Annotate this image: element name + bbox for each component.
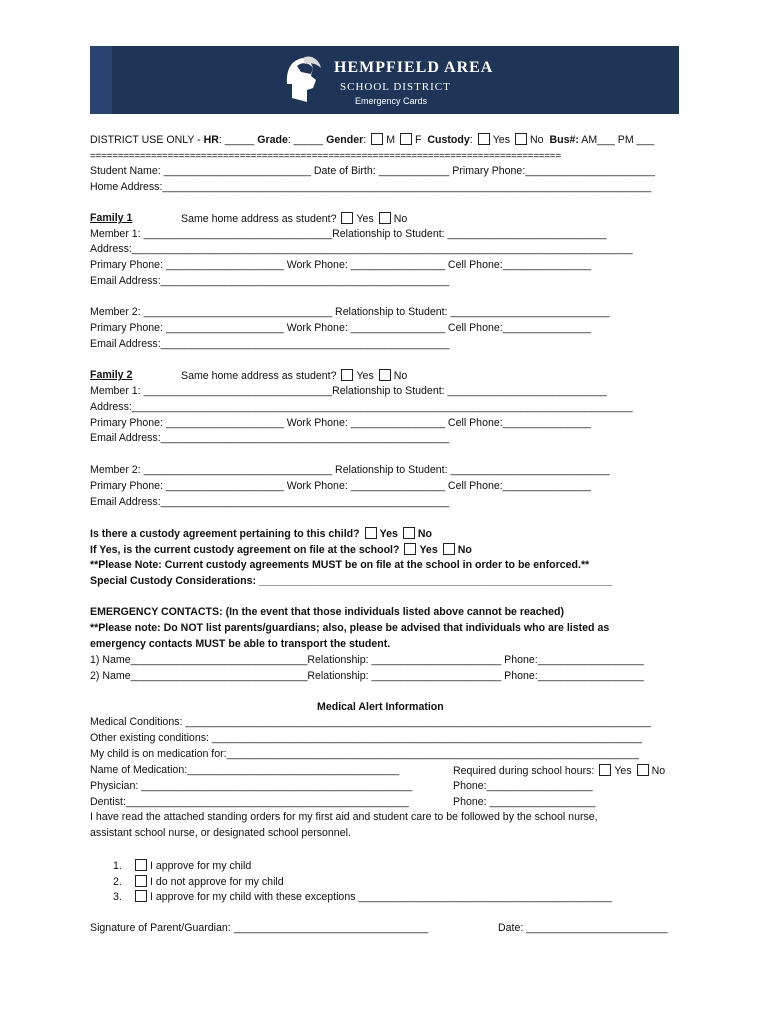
home-address-line[interactable]: Home Address:___________________________________________________________________________________ — [90, 181, 652, 193]
do-not-approve-checkbox[interactable] — [135, 875, 147, 887]
custody-question-2 — [90, 543, 472, 557]
list-number: 1. — [113, 860, 122, 872]
special-custody-line[interactable]: Special Custody Considerations: ____________________________________________________________ — [90, 575, 613, 587]
hr-blank[interactable]: : _____ — [218, 134, 258, 146]
family2-label: Family 2 — [90, 369, 133, 381]
custody-q1-text: Is there a custody agreement pertaining to this child? — [90, 528, 360, 540]
approve-exceptions-label[interactable]: I approve for my child with these exceptions ___________________________________________ — [150, 891, 612, 903]
family2-phone-line[interactable]: Primary Phone: ____________________ Work Phone: ________________ Cell Phone:_______________ — [90, 417, 592, 429]
same-address-question: Same home address as student? — [181, 213, 337, 225]
approve-checkbox[interactable] — [135, 859, 147, 871]
signature-line[interactable]: Signature of Parent/Guardian: _________________________________ — [90, 922, 429, 934]
bus-label: Bus#: — [549, 134, 579, 146]
family1-member1-line[interactable]: Member 1: ________________________________Relationship to Student: ___________________________ — [90, 228, 607, 240]
dentist-line[interactable]: Dentist:________________________________________________ — [90, 796, 409, 808]
colon: : — [363, 134, 367, 146]
same-address-question: Same home address as student? — [181, 370, 337, 382]
family2-member2-email-line[interactable]: Email Address:_________________________________________________ — [90, 496, 450, 508]
family2-member2-phone-line[interactable]: Primary Phone: ____________________ Work Phone: ________________ Cell Phone:_______________ — [90, 480, 592, 492]
family1-label: Family 1 — [90, 212, 133, 224]
no-label: No — [393, 213, 408, 225]
required-no-checkbox[interactable] — [637, 764, 649, 776]
date-line[interactable]: Date: ________________________ — [498, 922, 668, 934]
required-label: Required during school hours: — [453, 765, 595, 777]
emergency-note-1: **Please note: Do NOT list parents/guardians; also, please be advised that individuals who are listed as — [90, 622, 610, 634]
family1-address-line[interactable]: Address:_____________________________________________________________________________________ — [90, 243, 633, 255]
gender-f-checkbox[interactable] — [400, 133, 412, 145]
emergency-heading: EMERGENCY CONTACTS: (In the event that those individuals listed above cannot be reached) — [90, 606, 565, 618]
gender-m-checkbox[interactable] — [371, 133, 383, 145]
custody-label: Custody — [427, 134, 470, 146]
family2-email-line[interactable]: Email Address:_________________________________________________ — [90, 432, 450, 444]
banner-stripe — [90, 46, 112, 114]
required-yes-checkbox[interactable] — [599, 764, 611, 776]
family2-same-yes-checkbox[interactable] — [341, 369, 353, 381]
family1-member2-phone-line[interactable]: Primary Phone: ____________________ Work Phone: ________________ Cell Phone:_______________ — [90, 322, 592, 334]
physician-phone-line[interactable]: Phone:__________________ — [453, 780, 593, 792]
family2-address-line[interactable]: Address:_____________________________________________________________________________________ — [90, 401, 633, 413]
custody-q1-yes-checkbox[interactable] — [365, 527, 377, 539]
custody-no-label: No — [530, 134, 544, 146]
no-label: No — [457, 544, 472, 556]
approval-item — [113, 890, 612, 904]
medication-name-line[interactable]: Name of Medication:____________________________________ — [90, 764, 400, 776]
medication-for-line[interactable]: My child is on medication for:______________________________________________________________________ — [90, 748, 640, 760]
physician-line[interactable]: Physician: ______________________________________________ — [90, 780, 413, 792]
family2-same-address — [181, 369, 407, 383]
do-not-approve-label: I do not approve for my child — [150, 876, 284, 888]
bus-blank[interactable]: AM___ PM ___ — [578, 134, 655, 146]
grade-label: Grade — [257, 134, 288, 146]
school-name: HEMPFIELD AREA — [334, 59, 494, 76]
family1-member2-email-line[interactable]: Email Address:_________________________________________________ — [90, 338, 450, 350]
medical-heading: Medical Alert Information — [317, 701, 444, 713]
approve-exceptions-checkbox[interactable] — [135, 890, 147, 902]
hr-label: HR — [203, 134, 219, 146]
list-number: 3. — [113, 891, 122, 903]
no-label: No — [393, 370, 408, 382]
family1-header — [90, 212, 132, 225]
family1-same-no-checkbox[interactable] — [379, 212, 391, 224]
gender-label: Gender — [326, 134, 364, 146]
approval-item — [113, 859, 251, 873]
header-banner — [90, 46, 679, 114]
emergency-contact-2[interactable]: 2) Name______________________________Relationship: ______________________ Phone:__________________ — [90, 670, 644, 682]
spartan-helmet-logo — [283, 54, 323, 106]
dentist-phone-line[interactable]: Phone: __________________ — [453, 796, 596, 808]
district-use-line — [90, 133, 654, 147]
custody-yes-checkbox[interactable] — [478, 133, 490, 145]
no-label: No — [417, 528, 432, 540]
family1-same-address — [181, 212, 407, 226]
family1-member2-line[interactable]: Member 2: ________________________________ Relationship to Student: ___________________________ — [90, 306, 610, 318]
other-conditions-line[interactable]: Other existing conditions: _________________________________________________________________________ — [90, 732, 642, 744]
custody-no-checkbox[interactable] — [515, 133, 527, 145]
no-label: No — [651, 765, 666, 777]
medical-conditions-line[interactable]: Medical Conditions: _______________________________________________________________________________ — [90, 716, 651, 728]
student-name-line[interactable]: Student Name: _________________________ Date of Birth: ____________ Primary Phone:______________________ — [90, 165, 655, 177]
colon: : — [469, 134, 473, 146]
family1-same-yes-checkbox[interactable] — [341, 212, 353, 224]
school-district: SCHOOL DISTRICT — [340, 81, 451, 93]
emergency-contact-1[interactable]: 1) Name______________________________Relationship: ______________________ Phone:__________________ — [90, 654, 644, 666]
yes-label: Yes — [356, 370, 374, 382]
custody-q2-yes-checkbox[interactable] — [404, 543, 416, 555]
required-hours — [453, 764, 665, 778]
form-caption: Emergency Cards — [355, 96, 428, 106]
emergency-note-2: emergency contacts MUST be able to transport the student. — [90, 638, 391, 650]
family1-phone-line[interactable]: Primary Phone: ____________________ Work Phone: ________________ Cell Phone:_______________ — [90, 259, 592, 271]
custody-q2-text: If Yes, is the current custody agreement on file at the school? — [90, 544, 400, 556]
yes-label: Yes — [356, 213, 374, 225]
family1-email-line[interactable]: Email Address:_________________________________________________ — [90, 275, 450, 287]
yes-label: Yes — [614, 765, 632, 777]
yes-label: Yes — [379, 528, 398, 540]
family2-member2-line[interactable]: Member 2: ________________________________ Relationship to Student: ___________________________ — [90, 464, 610, 476]
approve-label: I approve for my child — [150, 860, 252, 872]
approval-item — [113, 875, 284, 889]
list-number: 2. — [113, 876, 122, 888]
standing-orders-2: assistant school nurse, or designated school personnel. — [90, 827, 351, 839]
grade-blank[interactable]: : _____ — [287, 134, 327, 146]
separator: ===================================================================================== — [90, 151, 561, 162]
standing-orders-1: I have read the attached standing orders for my first aid and student care to be followed by the school nurse, — [90, 811, 598, 823]
district-prefix: DISTRICT USE ONLY - — [90, 134, 204, 146]
custody-question-1 — [90, 527, 432, 541]
custody-yes-label: Yes — [492, 134, 511, 146]
family2-same-no-checkbox[interactable] — [379, 369, 391, 381]
gender-m-label: M — [386, 134, 396, 146]
custody-q1-no-checkbox[interactable] — [403, 527, 415, 539]
family2-header — [90, 369, 132, 382]
custody-q2-no-checkbox[interactable] — [443, 543, 455, 555]
custody-note: **Please Note: Current custody agreements MUST be on file at the school in order to be enforced.** — [90, 559, 590, 571]
family2-member1-line[interactable]: Member 1: ________________________________Relationship to Student: ___________________________ — [90, 385, 607, 397]
gender-f-label: F — [415, 134, 422, 146]
yes-label: Yes — [419, 544, 438, 556]
